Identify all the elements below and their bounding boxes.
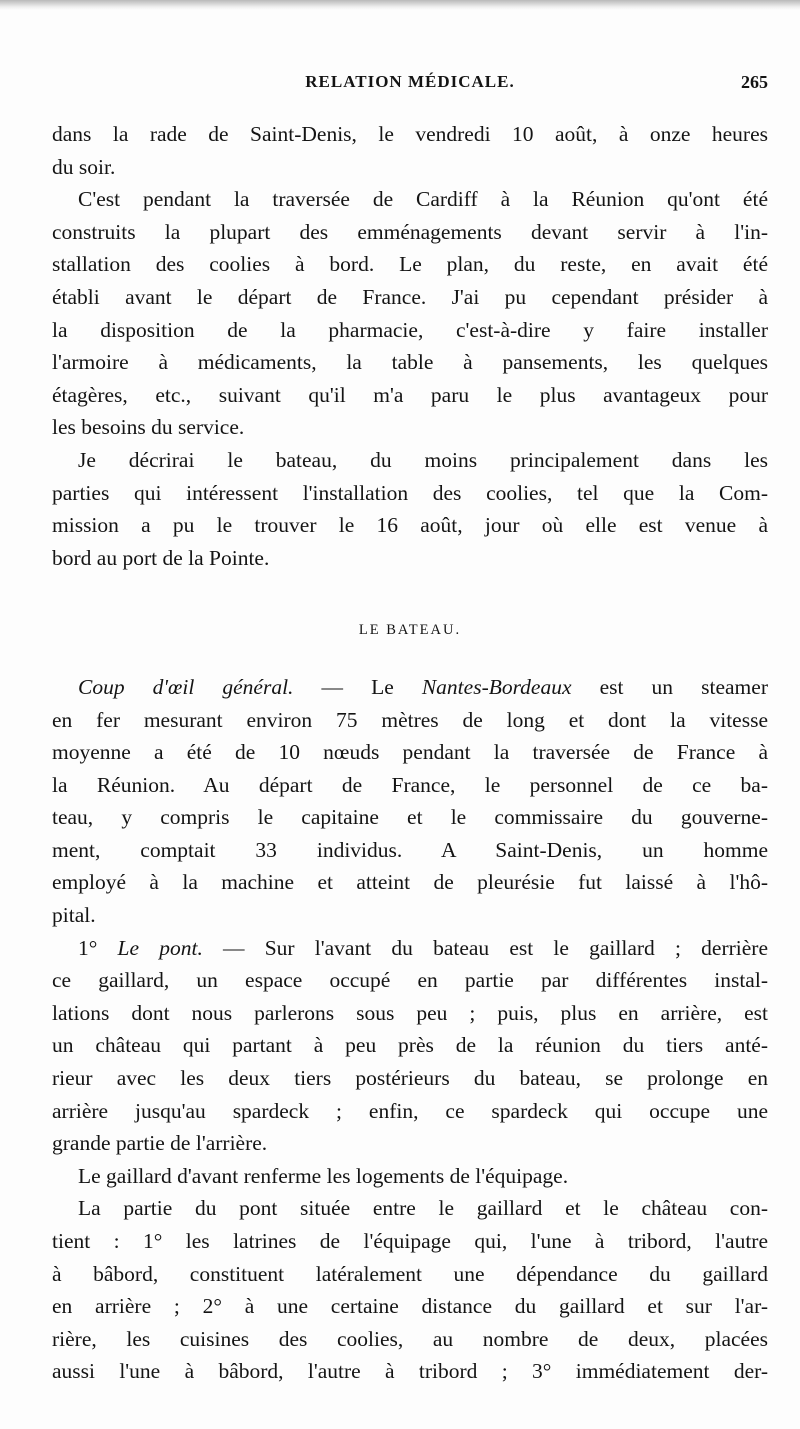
text-line: bord au port de la Pointe. [52, 545, 270, 570]
text-line: stallation des coolies à bord. Le plan, du reste, en avait été [52, 252, 768, 277]
text-line: La partie du pont située entre le gaillard et le château con- [78, 1196, 768, 1221]
body-text [52, 118, 768, 1388]
text-line [52, 671, 768, 704]
italic-lead: Le pont. [117, 935, 203, 960]
text-line: la Réunion. Au départ de France, le personnel de ce ba- [52, 772, 768, 797]
text-line: rière, les cuisines des coolies, au nombre de deux, placées [52, 1326, 768, 1351]
page-number: 265 [741, 72, 768, 92]
text-line: établi avant le départ de France. J'ai pu cependant présider à [52, 284, 768, 309]
text-line: parties qui intéressent l'installation des coolies, tel que la Com- [52, 480, 768, 505]
italic-lead: Coup d'œil général. [78, 674, 294, 699]
text-line: les besoins du service. [52, 415, 245, 440]
text-line: la disposition de la pharmacie, c'est-à-dire y faire installer [52, 317, 768, 342]
item-number: 1° [78, 935, 118, 960]
text-fragment: — Sur l'avant du bateau est le gaillard ; derrière [202, 935, 768, 960]
text-line: pital. [52, 903, 96, 928]
text-line: moyenne a été de 10 nœuds pendant la traversée de France à [52, 740, 768, 765]
text-line: à bâbord, constituent latéralement une dépendance du gaillard [52, 1261, 768, 1286]
text-line: du soir. [52, 154, 116, 179]
scan-edge [0, 0, 800, 10]
text-line: Je décrirai le bateau, du moins principalement dans les [78, 447, 768, 472]
text-line: étagères, etc., suivant qu'il m'a paru le plus avantageux pour [52, 382, 768, 407]
running-title: RELATION MÉDICALE. [305, 72, 515, 91]
text-line: lations dont nous parlerons sous peu ; puis, plus en arrière, est [52, 1000, 768, 1025]
section-heading: LE BATEAU. [358, 622, 462, 639]
text-line: en fer mesurant environ 75 mètres de long et dont la vitesse [52, 707, 768, 732]
text-line: ment, comptait 33 individus. A Saint-Denis, un homme [52, 837, 768, 862]
text-fragment: — Le [293, 674, 422, 699]
page-header [52, 72, 768, 112]
text-fragment: est un steamer [571, 674, 768, 699]
text-line: dans la rade de Saint-Denis, le vendredi 10 août, à onze heures [52, 122, 768, 146]
text-line: rieur avec les deux tiers postérieurs du bateau, se prolonge en [52, 1066, 768, 1091]
text-line: en arrière ; 2° à une certaine distance du gaillard et sur l'ar- [52, 1294, 768, 1319]
text-line: ce gaillard, un espace occupé en partie par différentes instal- [52, 968, 768, 993]
text-line: construits la plupart des emménagements devant servir à l'in- [52, 219, 768, 244]
text-line: employé à la machine et atteint de pleurésie fut laissé à l'hô- [52, 870, 768, 895]
text-line: teau, y compris le capitaine et le commissaire du gouverne- [52, 805, 768, 830]
ship-name: Nantes-Bordeaux [421, 674, 572, 699]
text-line: Le gaillard d'avant renferme les logements de l'équipage. [78, 1163, 569, 1188]
text-line: grande partie de l'arrière. [52, 1131, 268, 1156]
text-line: aussi l'une à bâbord, l'autre à tribord ; 3° immédiatement der- [52, 1359, 768, 1384]
text-line: mission a pu le trouver le 16 août, jour où elle est venue à [52, 513, 768, 538]
text-line [52, 932, 768, 965]
text-line: arrière jusqu'au spardeck ; enfin, ce spardeck qui occupe une [52, 1098, 768, 1123]
text-line: un château qui partant à peu près de la réunion du tiers anté- [52, 1033, 768, 1058]
text-line: l'armoire à médicaments, la table à pansements, les quelques [52, 350, 768, 375]
text-line: tient : 1° les latrines de l'équipage qui, l'une à tribord, l'autre [52, 1229, 768, 1253]
text-line: C'est pendant la traversée de Cardiff à la Réunion qu'ont été [78, 187, 768, 212]
